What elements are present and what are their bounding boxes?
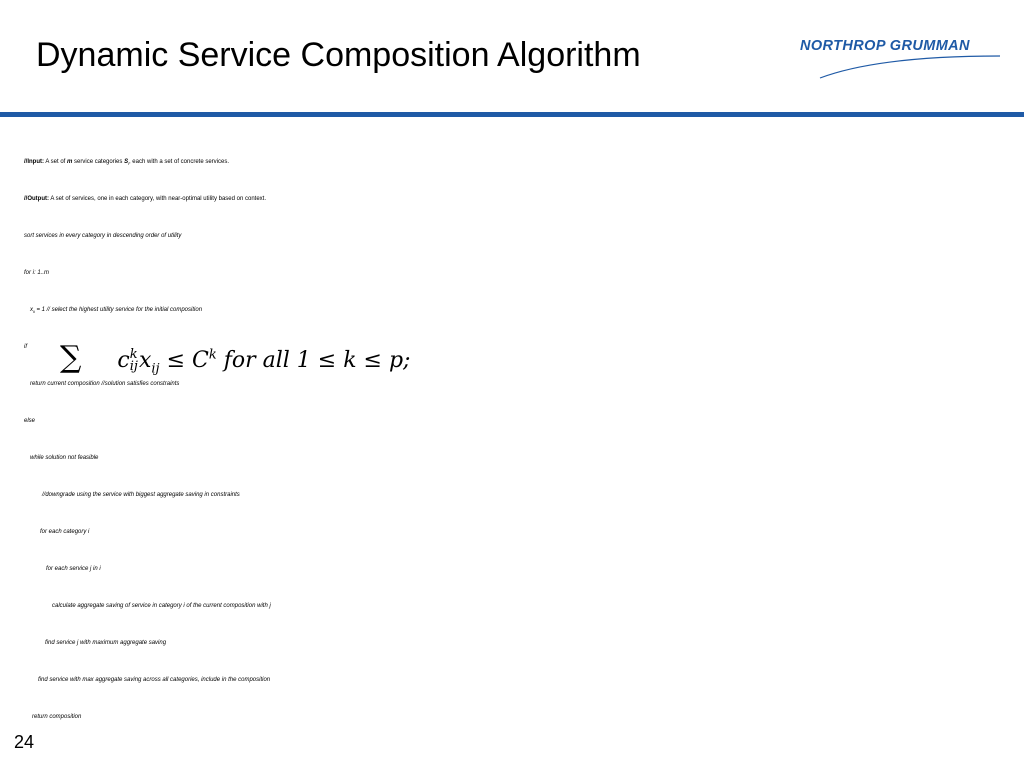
x-var: x (30, 307, 33, 313)
logo-swoosh-icon (798, 48, 1002, 82)
else-line: else (24, 418, 36, 424)
input-label: //Input: (24, 159, 44, 165)
input-m: m (67, 159, 73, 165)
logo-text: NORTHROP GRUMMAN (800, 38, 970, 54)
formula-leq: ≤ (159, 348, 192, 373)
formula-rest: for all 1 ≤ k ≤ p; (216, 348, 411, 373)
find-service-line: find service j with maximum aggregate saving (45, 640, 167, 646)
input-s: S (124, 159, 129, 165)
for-each-category-line: for each category i (40, 529, 90, 535)
sum-symbol: ∑ (60, 340, 82, 375)
formula-c-sup: k (129, 347, 138, 362)
input-line (24, 159, 229, 166)
input-text-3: , each with a set of concrete services. (128, 159, 230, 165)
output-text: A set of services, one in each category, with near-optimal utility based on context. (49, 196, 267, 202)
northrop-grumman-logo (798, 38, 1002, 82)
formula-x: x (138, 348, 152, 373)
init-line (30, 307, 202, 314)
slide-title: Dynamic Service Composition Algorithm (36, 36, 641, 74)
formula-x-sub: ij (151, 361, 160, 377)
constraint-formula (60, 340, 410, 376)
downgrade-line: //downgrade using the service with biggest aggregate saving in constraints (42, 492, 240, 498)
for-each-service-line: for each service j in i (46, 566, 101, 572)
formula-C: C (192, 348, 209, 373)
for-i-line: for i: 1..m (24, 270, 50, 276)
while-line: while solution not feasible (30, 455, 99, 461)
x-sub: ii (33, 309, 35, 315)
find-max-line: find service with max aggregate saving across all categories, include in the composition (38, 677, 271, 683)
input-text-1: A set of (44, 159, 68, 165)
return-current-line: return current composition //solution satisfies constraints (30, 381, 180, 387)
formula-C-sup: k (208, 347, 217, 363)
input-text-2: service categories (72, 159, 125, 165)
init-text: = 1 // select the highest utility service for the initial composition (34, 307, 203, 313)
output-line (24, 196, 266, 202)
calculate-line: calculate aggregate saving of service in category i of the current composition with j (52, 603, 271, 609)
page-number: 24 (14, 732, 35, 752)
formula-c-sub: ij (129, 359, 138, 374)
if-line: if (24, 344, 27, 350)
input-s-sub: i (128, 161, 129, 167)
return-line: return composition (32, 714, 82, 720)
formula-c: c (117, 348, 130, 373)
sort-line: sort services in every category in descending order of utility (24, 233, 182, 239)
output-label: //Output: (24, 196, 49, 202)
header-divider (0, 112, 1024, 117)
